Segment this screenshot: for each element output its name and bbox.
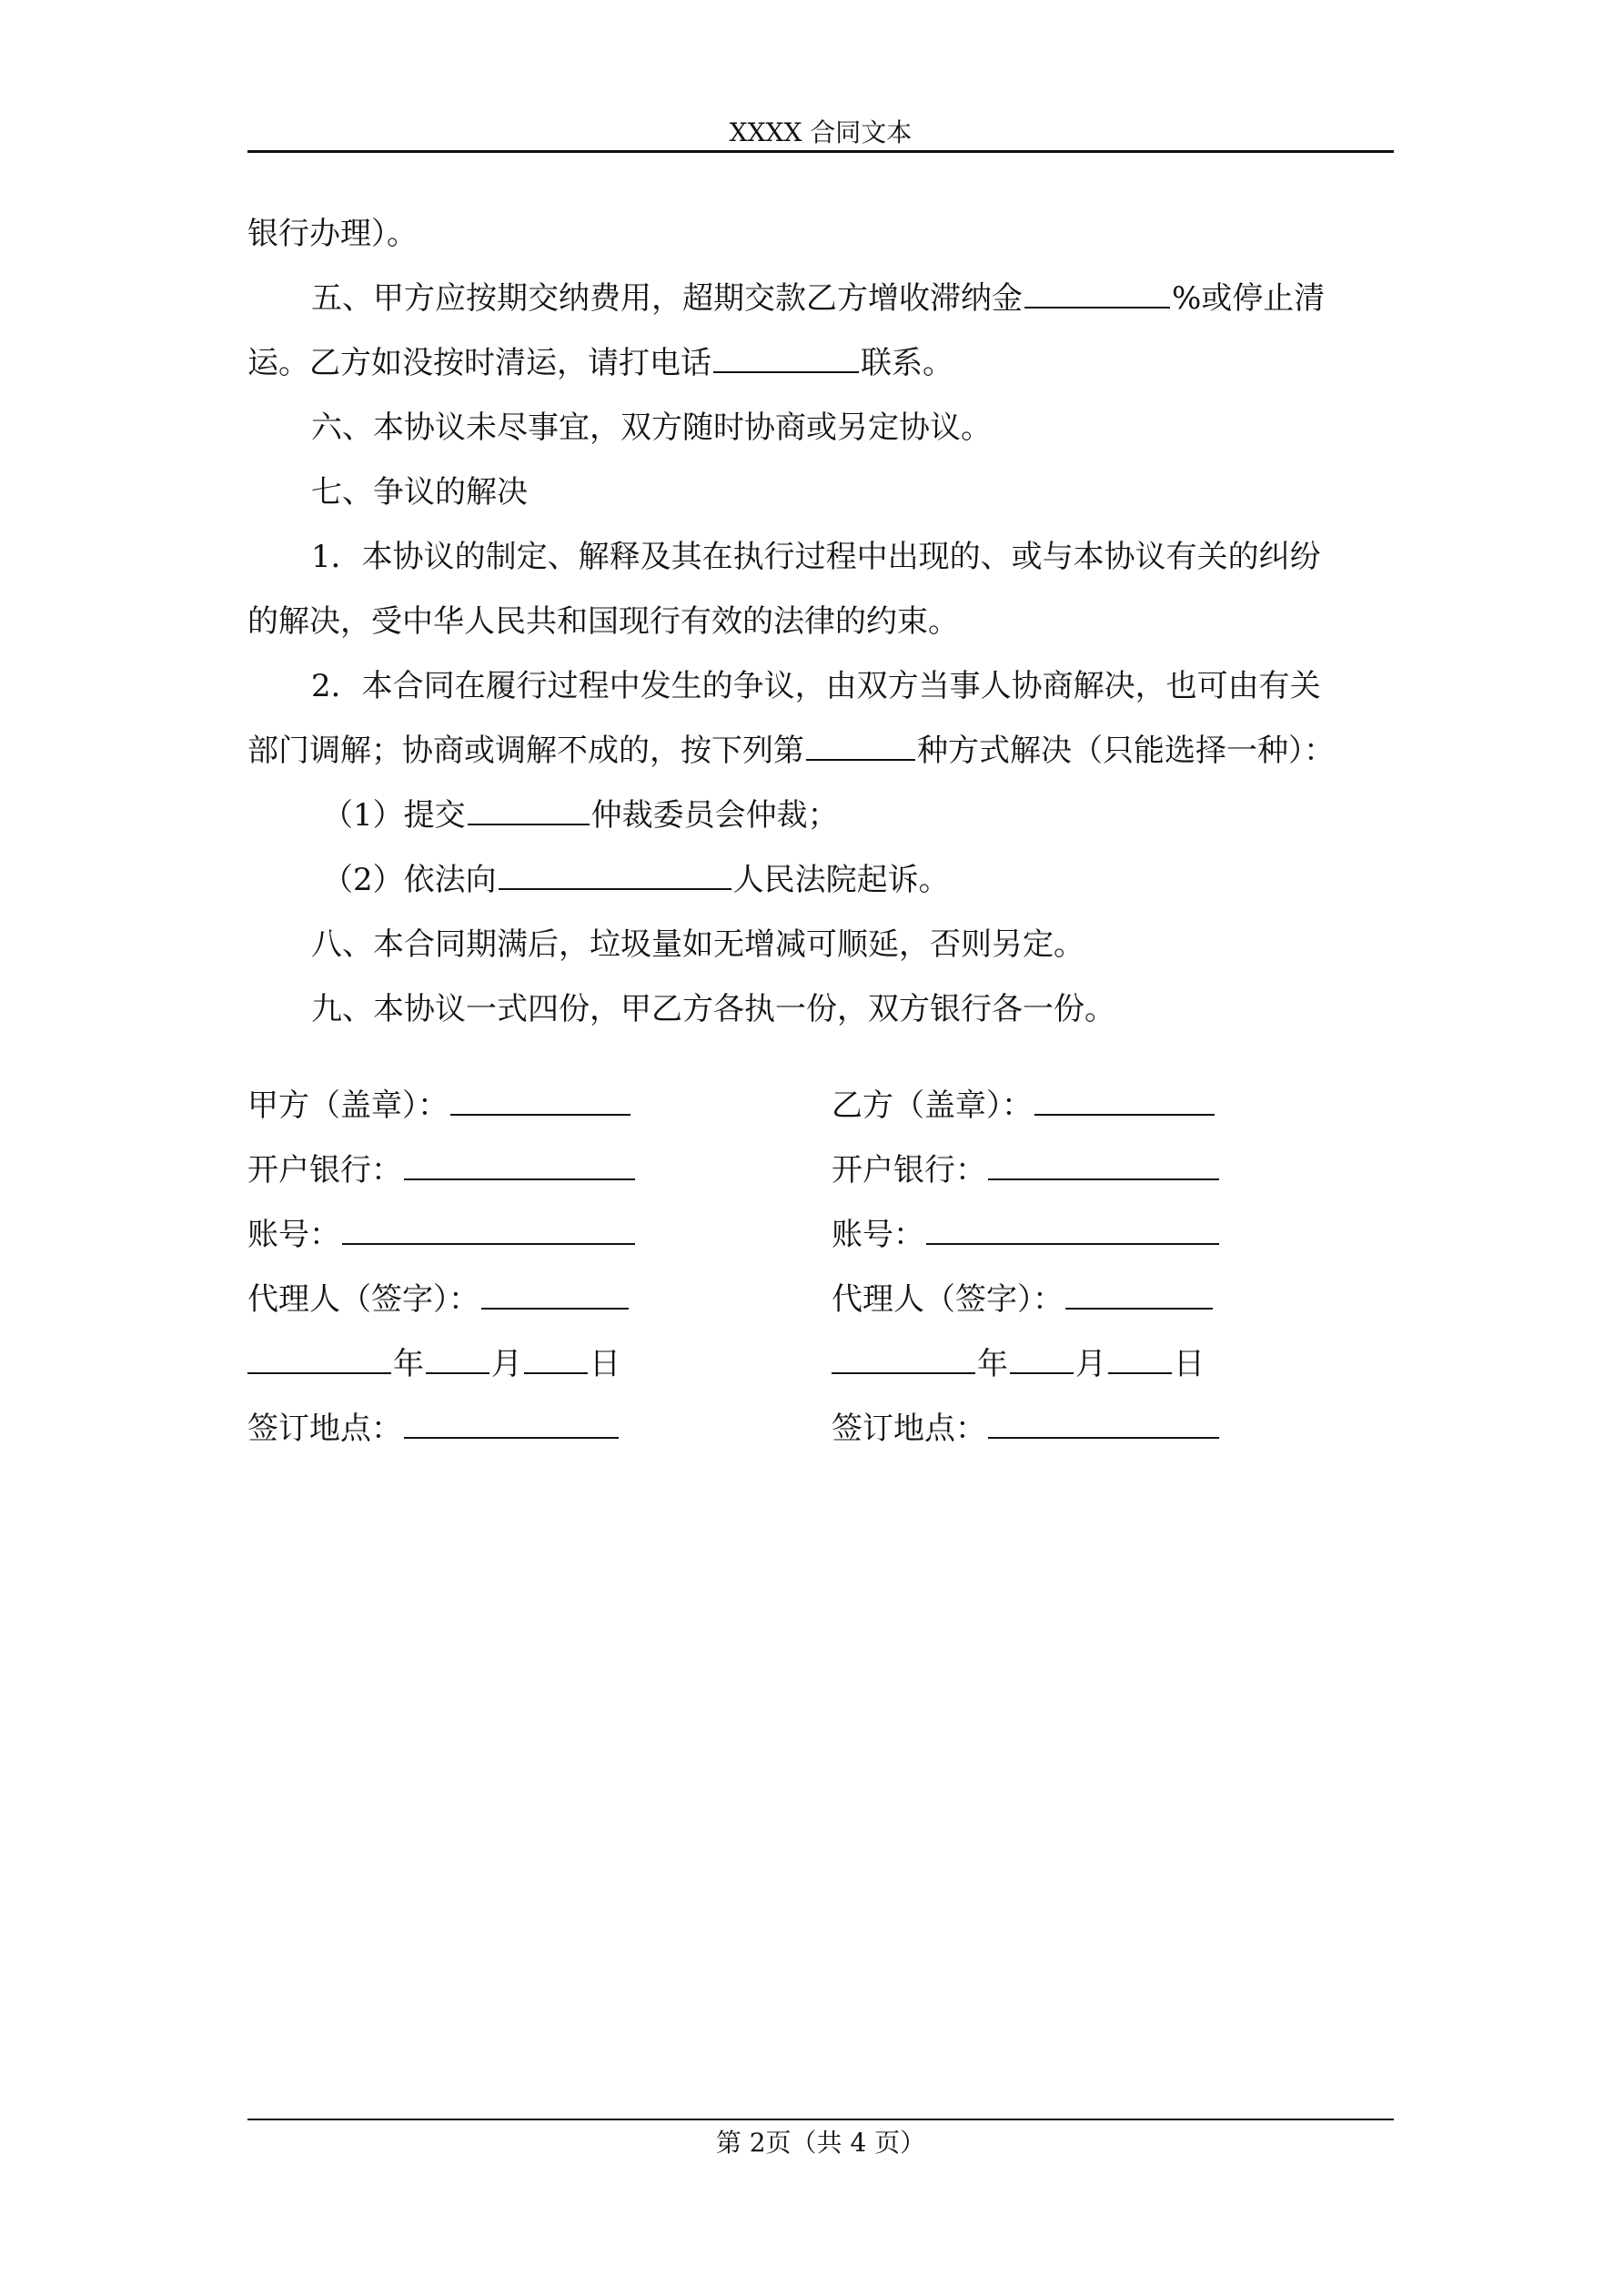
clause-5-text: 五、甲方应按期交纳费用，超期交款乙方增收滞纳金 bbox=[311, 280, 1023, 317]
party-b-day-blank[interactable] bbox=[1108, 1343, 1172, 1374]
party-a-place-row bbox=[247, 1397, 684, 1462]
clause-7-2-text-cont: 种方式解决（只能选择一种）： bbox=[917, 733, 1335, 769]
party-a-label: 甲方（盖章）： bbox=[247, 1087, 449, 1124]
party-b-date-row bbox=[832, 1332, 1268, 1397]
party-b-year-blank[interactable] bbox=[832, 1343, 975, 1374]
party-a-account-label: 账号： bbox=[247, 1217, 340, 1253]
clause-7-heading: 七、争议的解决 bbox=[311, 474, 528, 511]
party-b-month-label: 月 bbox=[1075, 1346, 1106, 1382]
party-b-seal-blank[interactable] bbox=[1034, 1085, 1215, 1116]
party-b-agent-label: 代理人（签字）： bbox=[832, 1281, 1064, 1318]
party-b-agent-blank[interactable] bbox=[1065, 1279, 1213, 1310]
party-b-bank-blank[interactable] bbox=[988, 1149, 1219, 1180]
option-2-text: 人民法院起诉。 bbox=[732, 862, 950, 898]
party-b-label: 乙方（盖章）： bbox=[832, 1087, 1033, 1124]
clause-7-1-line-2: 的解决，受中华人民共和国现行有效的法律的约束。 bbox=[247, 603, 959, 640]
party-a-agent-row bbox=[247, 1268, 684, 1332]
option-2-label: （2）依法向 bbox=[322, 862, 497, 898]
party-a-day-label: 日 bbox=[590, 1346, 620, 1382]
party-a-month-blank[interactable] bbox=[426, 1343, 489, 1374]
party-b-day-label: 日 bbox=[1174, 1346, 1205, 1382]
header-divider bbox=[247, 150, 1394, 153]
party-a-agent-label: 代理人（签字）： bbox=[247, 1281, 479, 1318]
party-b-month-blank[interactable] bbox=[1010, 1343, 1074, 1374]
arbitration-blank[interactable] bbox=[468, 794, 590, 825]
party-a-day-blank[interactable] bbox=[524, 1343, 588, 1374]
party-b-account-blank[interactable] bbox=[926, 1214, 1219, 1245]
party-b-signature-block bbox=[832, 1074, 1268, 1462]
clause-5-line-2 bbox=[247, 331, 1394, 396]
party-a-year-blank[interactable] bbox=[247, 1343, 391, 1374]
party-a-signature-block bbox=[247, 1074, 684, 1462]
page-number: 第 2页（共 4 页） bbox=[715, 2128, 926, 2158]
phone-blank[interactable] bbox=[713, 342, 859, 373]
party-a-agent-blank[interactable] bbox=[481, 1279, 629, 1310]
clause-7-2-line-1: 2．本合同在履行过程中发生的争议，由双方当事人协商解决，也可由有关 bbox=[311, 668, 1321, 704]
clause-5-text-cont: %或停止清 bbox=[1172, 280, 1326, 317]
paragraph-bank-handling: 银行办理）。 bbox=[247, 216, 418, 252]
party-b-account-label: 账号： bbox=[832, 1217, 924, 1253]
party-a-bank-label: 开户银行： bbox=[247, 1152, 402, 1188]
late-fee-blank[interactable] bbox=[1024, 278, 1170, 308]
clause-6: 六、本协议未尽事宜，双方随时协商或另定协议。 bbox=[311, 410, 992, 446]
party-a-seal-blank[interactable] bbox=[450, 1085, 630, 1116]
party-a-place-blank[interactable] bbox=[404, 1408, 619, 1439]
contract-body bbox=[247, 202, 1394, 1042]
party-a-date-row bbox=[247, 1332, 684, 1397]
clause-7-2-line-2 bbox=[247, 719, 1394, 784]
party-a-bank-row bbox=[247, 1138, 684, 1203]
footer-divider bbox=[247, 2119, 1394, 2120]
court-blank[interactable] bbox=[499, 859, 731, 890]
party-a-month-label: 月 bbox=[491, 1346, 522, 1382]
party-b-place-label: 签订地点： bbox=[832, 1411, 986, 1447]
page-header-title: XXXX 合同文本 bbox=[729, 117, 913, 147]
party-a-year-label: 年 bbox=[393, 1346, 424, 1382]
party-b-seal-row bbox=[832, 1074, 1268, 1138]
party-a-account-blank[interactable] bbox=[342, 1214, 635, 1245]
party-b-agent-row bbox=[832, 1268, 1268, 1332]
party-b-place-row bbox=[832, 1397, 1268, 1462]
clause-5-phone-text: 运。乙方如没按时清运，请打电话 bbox=[247, 345, 711, 381]
clause-9: 九、本协议一式四份，甲乙方各执一份，双方银行各一份。 bbox=[311, 991, 1115, 1027]
clause-5-line-1 bbox=[247, 267, 1394, 331]
party-b-bank-label: 开户银行： bbox=[832, 1152, 986, 1188]
option-arbitration bbox=[247, 784, 1394, 848]
option-litigation bbox=[247, 848, 1394, 913]
party-b-year-label: 年 bbox=[977, 1346, 1008, 1382]
option-1-text: 仲裁委员会仲裁； bbox=[590, 797, 839, 834]
option-1-label: （1）提交 bbox=[322, 797, 466, 834]
party-a-bank-blank[interactable] bbox=[404, 1149, 635, 1180]
party-b-bank-row bbox=[832, 1138, 1268, 1203]
party-b-account-row bbox=[832, 1203, 1268, 1268]
clause-8: 八、本合同期满后，垃圾量如无增减可顺延，否则另定。 bbox=[311, 926, 1084, 963]
clause-5-contact-text: 联系。 bbox=[861, 345, 953, 381]
clause-7-2-text: 部门调解；协商或调解不成的，按下列第 bbox=[247, 733, 804, 769]
party-a-seal-row bbox=[247, 1074, 684, 1138]
party-b-place-blank[interactable] bbox=[988, 1408, 1219, 1439]
method-choice-blank[interactable] bbox=[806, 730, 915, 761]
clause-7-1-line-1: 1．本协议的制定、解释及其在执行过程中出现的、或与本协议有关的纠纷 bbox=[311, 539, 1321, 575]
party-a-account-row bbox=[247, 1203, 684, 1268]
party-a-place-label: 签订地点： bbox=[247, 1411, 402, 1447]
